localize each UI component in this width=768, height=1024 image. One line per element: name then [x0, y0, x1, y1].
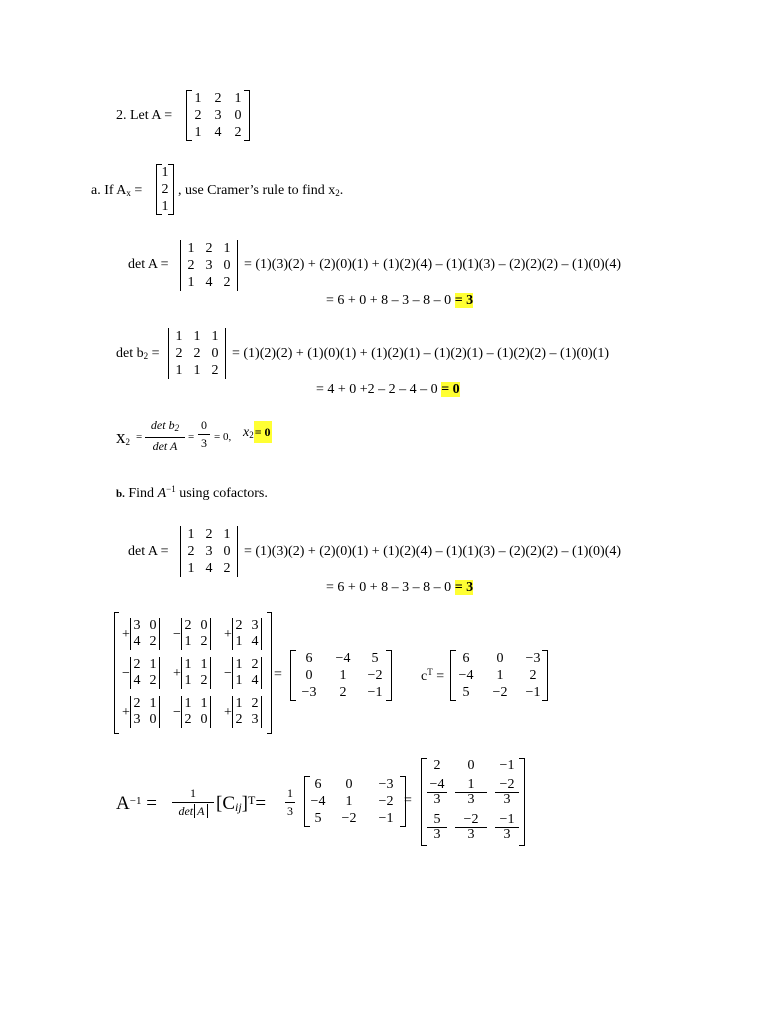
matrix-entry: −2 [378, 794, 394, 809]
cofactor-minor [224, 655, 268, 693]
x2-result: $x_2= 0$ [243, 426, 272, 440]
inverse-fraction: 1 det A [172, 786, 214, 819]
matrix-entry: −1 [378, 811, 394, 826]
matrix-entry: 1 [161, 199, 169, 214]
cofactor-sign: + [122, 705, 130, 720]
matrix-entry: 1 [161, 165, 169, 180]
minor-entry: 2 [149, 634, 157, 649]
matrix-entry: 1 [193, 329, 201, 344]
minor-entry: 4 [133, 634, 141, 649]
inverse-entry: 5 3 [423, 812, 451, 846]
ct-label: $c^T$ = [421, 667, 445, 684]
inverse-A: $A^{-1}$ = [116, 793, 157, 814]
minor-entry: 1 [184, 673, 192, 688]
matrix-entry: 5 [371, 651, 379, 666]
minor-entry: 2 [200, 673, 208, 688]
minor-entry: 2 [200, 634, 208, 649]
matrix-entry: 0 [211, 346, 219, 361]
matrix-entry: 6 [462, 651, 470, 666]
cofactor-sign: + [122, 627, 130, 642]
matrix-entry: 2 [187, 544, 195, 559]
minor-entry: 1 [184, 657, 192, 672]
x2-fraction-det: $\det b_2$ det A [145, 418, 185, 454]
cofactor-sign: + [173, 666, 181, 681]
minor-entry: 2 [149, 673, 157, 688]
minor-entry: 1 [184, 634, 192, 649]
matrix-entry: 2 [193, 346, 201, 361]
inverse-entry: −2 3 [491, 777, 523, 811]
minor-entry: 4 [133, 673, 141, 688]
det-a-matrix [182, 240, 236, 291]
matrix-entry: 1 [187, 275, 195, 290]
matrix-entry: 3 [205, 544, 213, 559]
cofactor-minor [173, 655, 217, 693]
minor-entry: 3 [133, 712, 141, 727]
matrix-entry: 2 [223, 275, 231, 290]
minor-entry: 3 [251, 712, 259, 727]
cofactor-minor [122, 655, 166, 693]
part-a-prefix: a. If $A_x$ = [91, 183, 143, 198]
inverse-entry: −4 3 [423, 777, 451, 811]
inverse-entry: 2 [433, 758, 441, 773]
inverse-entry: −2 3 [451, 812, 491, 846]
x2-eq2: = [188, 431, 195, 443]
det-a2-label: det A = [128, 544, 169, 559]
matrix-entry: 1 [175, 329, 183, 344]
det-a-expansion: = (1)(3)(2) + (2)(0)(1) + (1)(2)(4) – (1)(1)(3) – (2)(2)(2) – (1)(0)(4) [244, 257, 622, 272]
minor-entry: 1 [200, 657, 208, 672]
matrix-entry: 6 [314, 777, 322, 792]
matrix-entry: 6 [305, 651, 313, 666]
minor-entry: 2 [184, 618, 192, 633]
matrix-entry: 2 [187, 258, 195, 273]
matrix-entry: 5 [462, 685, 470, 700]
inverse-entry: −1 3 [491, 812, 523, 846]
minor-entry: 2 [251, 657, 259, 672]
matrix-entry: 3 [205, 258, 213, 273]
matrix-entry: −4 [335, 651, 351, 666]
matrix-entry: 4 [214, 125, 222, 140]
det-b2-expansion: = (1)(2)(2) + (1)(0)(1) + (1)(2)(1) – (1)(2)(1) – (1)(2)(2) – (1)(0)(1) [232, 346, 610, 361]
cofactor-sign: + [224, 627, 232, 642]
det-a-result: = 6 + 0 + 8 – 3 – 8 – 0 = 3 [326, 293, 474, 308]
minor-entry: 1 [235, 673, 243, 688]
minor-entry: 3 [251, 618, 259, 633]
inverse-eq3: = [404, 793, 412, 808]
matrix-entry: 0 [223, 258, 231, 273]
matrix-entry: 1 [223, 241, 231, 256]
matrix-entry: 2 [205, 527, 213, 542]
cofactor-minor [224, 616, 268, 654]
cofactor-minor [173, 694, 217, 732]
minor-entry: 0 [149, 618, 157, 633]
matrix-entry: 1 [339, 668, 347, 683]
cofactor-minor [122, 694, 166, 732]
matrix-entry: 1 [211, 329, 219, 344]
matrix-entry: 0 [223, 544, 231, 559]
cofactor-matrix-C [292, 650, 390, 701]
matrix-entry: 1 [187, 241, 195, 256]
cofactor-sign: − [122, 666, 130, 681]
matrix-entry: 2 [211, 363, 219, 378]
minor-entry: 4 [251, 673, 259, 688]
matrix-A [188, 90, 248, 141]
minor-entry: 2 [251, 696, 259, 711]
det-a2-result: = 6 + 0 + 8 – 3 – 8 – 0 = 3 [326, 580, 474, 595]
matrix-entry: −1 [525, 685, 541, 700]
det-b2-matrix [170, 328, 224, 379]
inverse-entry: −1 [499, 758, 515, 773]
minor-entry: 4 [251, 634, 259, 649]
inverse-entry: 1 3 [451, 777, 491, 811]
matrix-entry: 1 [193, 363, 201, 378]
problem-label: 2. Let A = [116, 108, 173, 123]
cofactor-minors-matrix [116, 612, 270, 734]
cofactor-sign: + [224, 705, 232, 720]
minor-entry: 3 [133, 618, 141, 633]
matrix-entry: −2 [367, 668, 383, 683]
matrix-entry: 0 [305, 668, 313, 683]
det-a2-matrix [182, 526, 236, 577]
minor-entry: 1 [235, 634, 243, 649]
x2-eq3: = 0, [214, 431, 232, 443]
x2-fraction-value: 0 3 [198, 418, 210, 451]
matrix-entry: −4 [458, 668, 474, 683]
matrix-entry: 2 [194, 108, 202, 123]
cofactor-transpose-matrix [452, 650, 546, 701]
matrix-entry: −2 [492, 685, 508, 700]
matrix-entry: 2 [214, 91, 222, 106]
matrix-entry: −3 [301, 685, 317, 700]
matrix-entry: 1 [496, 668, 504, 683]
det-a-label: det A = [128, 257, 169, 272]
minor-entry: 1 [184, 696, 192, 711]
matrix-entry: 2 [205, 241, 213, 256]
minor-entry: 1 [149, 696, 157, 711]
inverse-cij: $[C_{ij}]^T=$ [216, 793, 267, 814]
cofactor-sign: − [173, 627, 181, 642]
matrix-entry: 1 [234, 91, 242, 106]
matrix-entry: 1 [345, 794, 353, 809]
part-a-text: , use Cramer’s rule to find $x_2$. [178, 183, 344, 198]
minor-entry: 0 [200, 618, 208, 633]
matrix-entry: 0 [345, 777, 353, 792]
matrix-entry: −1 [367, 685, 383, 700]
one-third-fraction: 1 3 [287, 786, 293, 818]
minor-entry: 1 [235, 696, 243, 711]
matrix-entry: 3 [214, 108, 222, 123]
x2-label: $x_2$ [116, 427, 130, 448]
minor-entry: 1 [235, 657, 243, 672]
matrix-entry: 2 [161, 182, 169, 197]
vector-b [158, 164, 172, 215]
matrix-entry: 4 [205, 275, 213, 290]
matrix-entry: −3 [378, 777, 394, 792]
matrix-entry: 2 [223, 561, 231, 576]
inverse-entry: 0 [467, 758, 475, 773]
minor-entry: 1 [200, 696, 208, 711]
part-b-heading: b. Find $A^{-1}$ using cofactors. [116, 484, 268, 501]
matrix-entry: 2 [529, 668, 537, 683]
minor-entry: 0 [149, 712, 157, 727]
matrix-entry: 1 [223, 527, 231, 542]
matrix-entry: 2 [234, 125, 242, 140]
cofactor-minor [122, 616, 166, 654]
matrix-entry: 1 [187, 527, 195, 542]
inverse-transpose-matrix [306, 776, 404, 827]
matrix-entry: −3 [525, 651, 541, 666]
matrix-entry: 1 [194, 91, 202, 106]
minor-entry: 2 [235, 618, 243, 633]
minor-entry: 0 [200, 712, 208, 727]
cofactor-sign: − [173, 705, 181, 720]
det-b2-result: = 4 + 0 +2 – 2 – 4 – 0 = 0 [316, 382, 460, 397]
det-b2-label: $\det b_2$ = [116, 346, 160, 361]
matrix-entry: 0 [496, 651, 504, 666]
minor-entry: 1 [149, 657, 157, 672]
matrix-entry: 1 [187, 561, 195, 576]
matrix-entry: 1 [175, 363, 183, 378]
matrix-entry: 5 [314, 811, 322, 826]
x2-eq1: = [136, 431, 143, 443]
cofactor-sign: − [224, 666, 232, 681]
minor-entry: 2 [184, 712, 192, 727]
minor-entry: 2 [133, 696, 141, 711]
matrix-entry: 1 [194, 125, 202, 140]
matrix-entry: −4 [310, 794, 326, 809]
minor-entry: 2 [235, 712, 243, 727]
cofactor-minor [224, 694, 268, 732]
matrix-entry: −2 [341, 811, 357, 826]
det-a2-expansion: = (1)(3)(2) + (2)(0)(1) + (1)(2)(4) – (1)(1)(3) – (2)(2)(2) – (1)(0)(4) [244, 544, 622, 559]
cofactor-minor [173, 616, 217, 654]
matrix-entry: 4 [205, 561, 213, 576]
inverse-result-matrix [423, 758, 523, 846]
matrix-entry: 2 [339, 685, 347, 700]
matrix-entry: 0 [234, 108, 242, 123]
minor-entry: 2 [133, 657, 141, 672]
cofactor-eq: = [274, 667, 282, 682]
matrix-entry: 2 [175, 346, 183, 361]
